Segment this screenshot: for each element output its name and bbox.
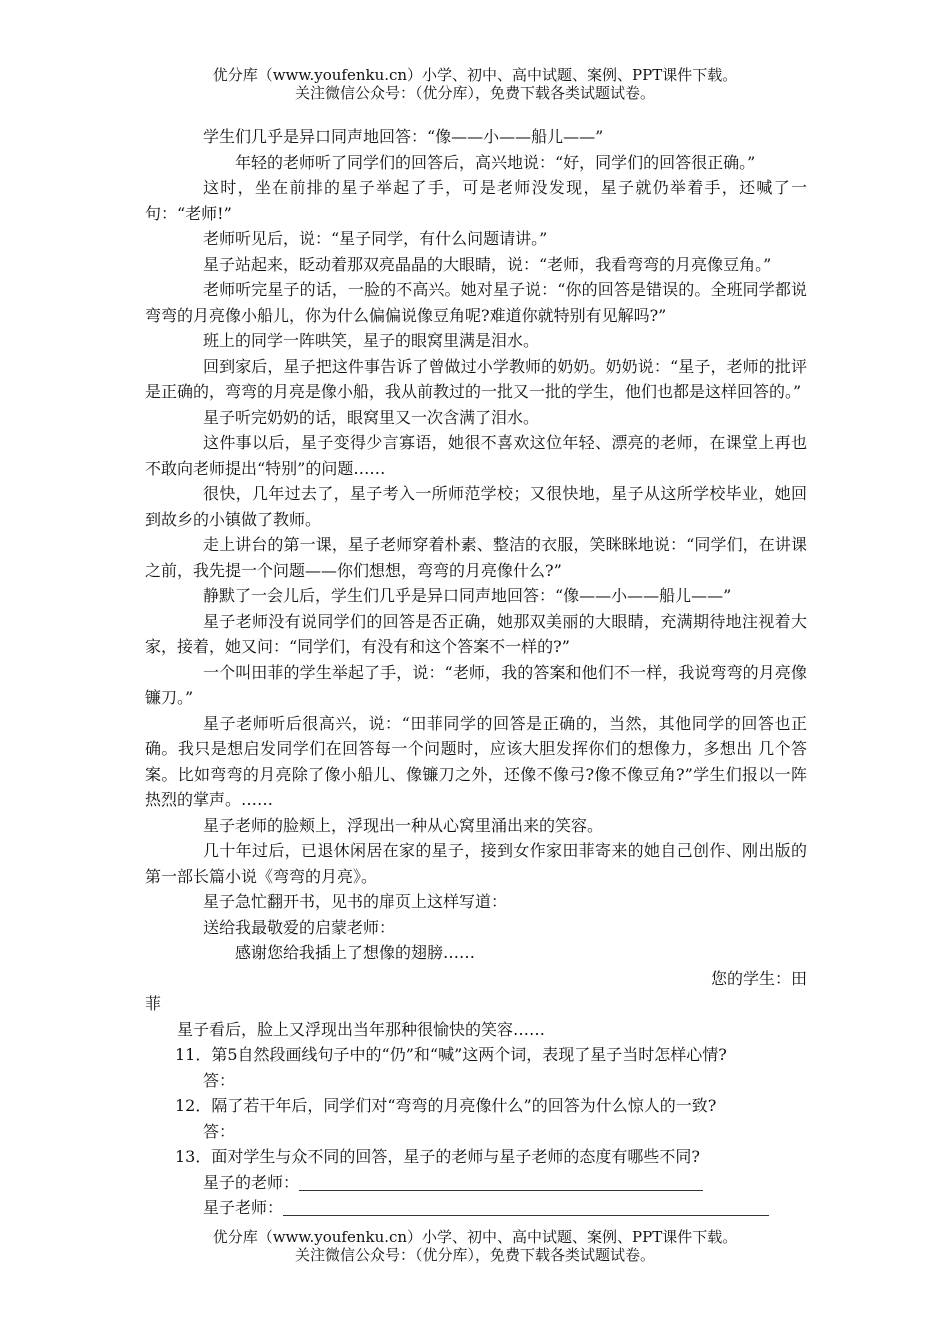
article-body xyxy=(145,124,807,1221)
dedication-signature: 您的学生：田 xyxy=(710,968,807,988)
paragraph: 星子老师没有说同学们的回答是否正确，她那双美丽的大眼睛，充满期待地注视着大家，接着，她又问：“同学们，有没有和这个答案不一样的?” xyxy=(145,611,807,656)
fill-in-teacher[interactable] xyxy=(203,1170,807,1196)
paragraph: 走上讲台的第一课，星子老师穿着朴素、整洁的衣服，笑眯眯地说：“同学们，在讲课之前，我先提一个问题——你们想想，弯弯的月亮像什么?” xyxy=(145,535,807,580)
paragraph: 学生们几乎是异口同声地回答：“像——小——船儿——” xyxy=(203,127,604,146)
paragraph: 星子看后，脸上又浮现出当年那种很愉快的笑容…… xyxy=(177,1019,546,1039)
paragraph: 一个叫田菲的学生举起了手，说：“老师，我的答案和他们不一样，我说弯弯的月亮像镰刀。” xyxy=(145,662,807,707)
paragraph: 星子急忙翻开书，见书的扉页上这样写道： xyxy=(203,892,508,911)
paragraph: 老师听见后，说：“星子同学，有什么问题请讲。” xyxy=(203,229,548,248)
paragraph: 年轻的老师听了同学们的回答后，高兴地说：“好，同学们的回答很正确。” xyxy=(235,152,756,172)
page-header xyxy=(0,66,950,102)
paragraph: 班上的同学一阵哄笑，星子的眼窝里满是泪水。 xyxy=(203,331,540,350)
fill-in-teacher-label: 星子的老师： xyxy=(203,1172,300,1192)
paragraph: 很快，几年过去了，星子考入一所师范学校；又很快地，星子从这所学校毕业，她回到故乡的小镇做了教师。 xyxy=(145,484,807,529)
dedication-signature-wrap: 菲 xyxy=(145,994,162,1013)
dedication-line: 送给我最敬爱的启蒙老师： xyxy=(203,917,396,937)
answer-label-11[interactable]: 答： xyxy=(203,1070,236,1090)
answer-label-12[interactable]: 答： xyxy=(203,1121,236,1141)
paragraph: 静默了一会儿后，学生们几乎是异口同声地回答：“像——小——船儿——” xyxy=(203,586,732,605)
fill-in-xingzi-label: 星子老师： xyxy=(203,1198,284,1217)
paragraph: 几十年过后，已退休闲居在家的星子，接到女作家田菲寄来的她自己创作、刚出版的第一部长篇小说《弯弯的月亮》。 xyxy=(145,841,807,886)
paragraph: 星子老师的脸颊上，浮现出一种从心窝里涌出来的笑容。 xyxy=(203,815,604,835)
footer-line-1: 优分库（www.youfenku.cn）小学、初中、高中试题、案例、PPT课件下载。 xyxy=(212,1228,738,1246)
header-line-1: 优分库（www.youfenku.cn）小学、初中、高中试题、案例、PPT课件下载。 xyxy=(212,66,738,84)
dedication-line: 感谢您给我插上了想像的翅膀…… xyxy=(235,943,476,962)
paragraph: 回到家后，星子把这件事告诉了曾做过小学教师的奶奶。奶奶说：“星子，老师的批评是正确的，弯弯的月亮是像小船，我从前教过的一批又一批的学生，他们也都是这样回答的。” xyxy=(145,356,807,401)
fill-in-xingzi[interactable] xyxy=(203,1195,807,1221)
answer-blank-xingzi[interactable] xyxy=(283,1199,769,1216)
answer-blank-teacher[interactable] xyxy=(299,1174,703,1191)
footer-line-2: 关注微信公众号：（优分库），免费下载各类试题试卷。 xyxy=(294,1246,655,1264)
page-footer xyxy=(0,1228,950,1264)
paragraph: 星子站起来，眨动着那双亮晶晶的大眼睛，说：“老师，我看弯弯的月亮像豆角。” xyxy=(203,254,772,274)
question-11: 11．第5自然段画线句子中的“仍”和“喊”这两个词，表现了星子当时怎样心情? xyxy=(175,1045,727,1064)
paragraph: 星子老师听后很高兴，说：“田菲同学的回答是正确的，当然，其他同学的回答也正确。我只是想启发同学们在回答每一个问题时，应该大胆发挥你们的想像力，多想出 几个答案。比如弯弯的月亮除了像小船儿、像镰刀之外，还像不像弓?像不像豆角?”学生们报以一阵热烈的掌声。…… xyxy=(145,713,807,809)
header-line-2: 关注微信公众号：（优分库），免费下载各类试题试卷。 xyxy=(294,84,655,102)
question-12: 12．隔了若干年后，同学们对“弯弯的月亮像什么”的回答为什么惊人的一致? xyxy=(175,1096,717,1115)
paragraph: 这件事以后，星子变得少言寡语，她很不喜欢这位年轻、漂亮的老师，在课堂上再也不敢向老师提出“特别”的问题…… xyxy=(145,433,807,478)
question-13: 13．面对学生与众不同的回答，星子的老师与星子老师的态度有哪些不同? xyxy=(175,1147,700,1166)
paragraph: 老师听完星子的话，一脸的不高兴。她对星子说：“你的回答是错误的。全班同学都说弯弯的月亮像小船儿，你为什么偏偏说像豆角呢?难道你就特别有见解吗?” xyxy=(145,280,807,325)
paragraph: 这时，坐在前排的星子举起了手，可是老师没发现，星子就仍举着手，还喊了一句：“老师!” xyxy=(145,178,807,223)
paragraph: 星子听完奶奶的话，眼窝里又一次含满了泪水。 xyxy=(203,407,540,427)
